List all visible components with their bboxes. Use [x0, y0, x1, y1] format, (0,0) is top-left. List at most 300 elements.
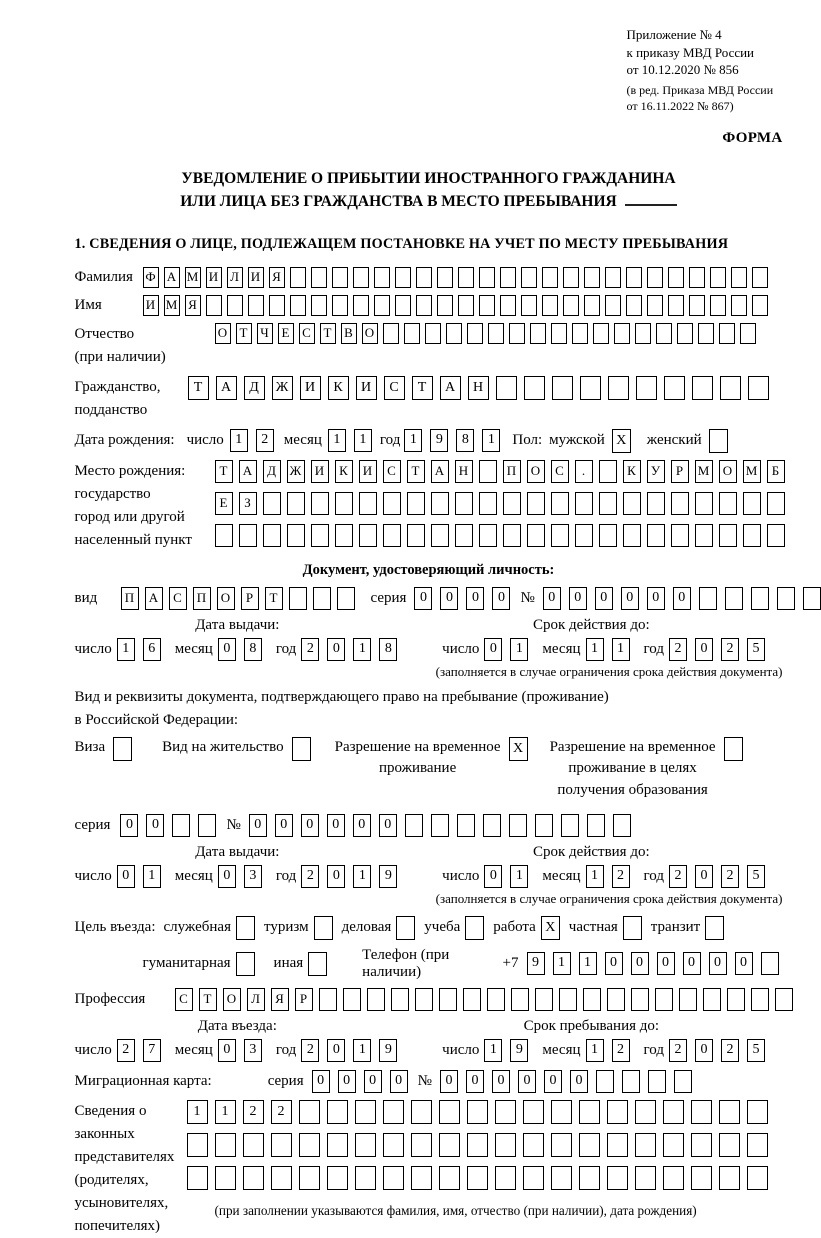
char-cell[interactable]: [383, 323, 399, 344]
char-cell[interactable]: [446, 323, 462, 344]
char-cell[interactable]: [631, 988, 649, 1011]
char-cell[interactable]: 0: [695, 638, 713, 661]
char-cell[interactable]: [647, 524, 665, 547]
char-cell[interactable]: И: [143, 295, 159, 316]
char-cell[interactable]: [353, 267, 369, 288]
char-cell[interactable]: [599, 492, 617, 515]
char-cell[interactable]: [521, 267, 537, 288]
char-cell[interactable]: 0: [390, 1070, 408, 1093]
char-cell[interactable]: [689, 295, 705, 316]
chastnaya-checkbox[interactable]: [623, 916, 642, 940]
char-cell[interactable]: [458, 295, 474, 316]
entry-month-boxes[interactable]: [218, 1039, 266, 1062]
char-cell[interactable]: И: [359, 460, 377, 483]
char-cell[interactable]: О: [215, 323, 231, 344]
char-cell[interactable]: 0: [275, 814, 293, 837]
char-cell[interactable]: Р: [671, 460, 689, 483]
char-cell[interactable]: [455, 524, 473, 547]
char-cell[interactable]: 0: [146, 814, 164, 837]
char-cell[interactable]: [767, 492, 785, 515]
char-cell[interactable]: [243, 1133, 264, 1157]
char-cell[interactable]: [743, 524, 761, 547]
char-cell[interactable]: О: [719, 460, 737, 483]
char-cell[interactable]: [227, 295, 243, 316]
char-cell[interactable]: Т: [320, 323, 336, 344]
char-cell[interactable]: [299, 1166, 320, 1190]
char-cell[interactable]: С: [384, 376, 405, 400]
char-cell[interactable]: 2: [721, 638, 739, 661]
char-cell[interactable]: И: [356, 376, 377, 400]
char-cell[interactable]: 0: [544, 1070, 562, 1093]
char-cell[interactable]: 1: [612, 638, 630, 661]
turizm-checkbox[interactable]: [314, 916, 333, 940]
residence-issue-year-boxes[interactable]: [301, 865, 401, 888]
char-cell[interactable]: [500, 295, 516, 316]
char-cell[interactable]: [243, 1166, 264, 1190]
char-cell[interactable]: [679, 988, 697, 1011]
char-cell[interactable]: [689, 267, 705, 288]
char-cell[interactable]: [215, 1133, 236, 1157]
char-cell[interactable]: [439, 1166, 460, 1190]
char-cell[interactable]: Т: [199, 988, 217, 1011]
char-cell[interactable]: 1: [510, 638, 528, 661]
valid-year-boxes[interactable]: [669, 638, 769, 661]
char-cell[interactable]: 9: [510, 1039, 528, 1062]
char-cell[interactable]: [542, 295, 558, 316]
char-cell[interactable]: [479, 524, 497, 547]
char-cell[interactable]: Т: [188, 376, 209, 400]
char-cell[interactable]: 0: [466, 1070, 484, 1093]
char-cell[interactable]: [579, 1133, 600, 1157]
char-cell[interactable]: [395, 267, 411, 288]
char-cell[interactable]: П: [503, 460, 521, 483]
char-cell[interactable]: [699, 587, 717, 610]
edu-residence-permit-checkbox[interactable]: [724, 737, 743, 761]
char-cell[interactable]: [719, 1133, 740, 1157]
char-cell[interactable]: [431, 492, 449, 515]
stay-month-boxes[interactable]: [586, 1039, 634, 1062]
char-cell[interactable]: [551, 1100, 572, 1124]
char-cell[interactable]: [335, 492, 353, 515]
char-cell[interactable]: [353, 295, 369, 316]
char-cell[interactable]: 0: [543, 587, 561, 610]
residence-issue-day-boxes[interactable]: [117, 865, 165, 888]
char-cell[interactable]: [593, 323, 609, 344]
char-cell[interactable]: [608, 376, 629, 400]
char-cell[interactable]: 1: [230, 429, 248, 452]
char-cell[interactable]: [523, 1100, 544, 1124]
char-cell[interactable]: Т: [265, 587, 283, 610]
surname-boxes[interactable]: [143, 267, 773, 288]
char-cell[interactable]: 1: [117, 638, 135, 661]
birth-month-boxes[interactable]: [328, 429, 376, 452]
char-cell[interactable]: Т: [407, 460, 425, 483]
char-cell[interactable]: М: [695, 460, 713, 483]
char-cell[interactable]: 6: [143, 638, 161, 661]
char-cell[interactable]: 1: [586, 1039, 604, 1062]
char-cell[interactable]: [671, 492, 689, 515]
char-cell[interactable]: [731, 267, 747, 288]
residence-valid-month-boxes[interactable]: [586, 865, 634, 888]
sluzhebnaya-checkbox[interactable]: [236, 916, 255, 940]
residence-permit-checkbox[interactable]: [292, 737, 311, 761]
char-cell[interactable]: 2: [669, 638, 687, 661]
char-cell[interactable]: Т: [412, 376, 433, 400]
sex-female-checkbox[interactable]: [709, 429, 728, 453]
char-cell[interactable]: [623, 524, 641, 547]
char-cell[interactable]: [607, 1166, 628, 1190]
char-cell[interactable]: [695, 524, 713, 547]
char-cell[interactable]: 0: [569, 587, 587, 610]
char-cell[interactable]: [551, 1133, 572, 1157]
char-cell[interactable]: 0: [364, 1070, 382, 1093]
char-cell[interactable]: 0: [117, 865, 135, 888]
char-cell[interactable]: [580, 376, 601, 400]
char-cell[interactable]: [407, 524, 425, 547]
char-cell[interactable]: [337, 587, 355, 610]
char-cell[interactable]: [636, 376, 657, 400]
char-cell[interactable]: [411, 1100, 432, 1124]
char-cell[interactable]: [367, 988, 385, 1011]
char-cell[interactable]: [674, 1070, 692, 1093]
char-cell[interactable]: [467, 1133, 488, 1157]
char-cell[interactable]: [495, 1133, 516, 1157]
char-cell[interactable]: Ж: [287, 460, 305, 483]
char-cell[interactable]: 2: [669, 1039, 687, 1062]
char-cell[interactable]: 0: [695, 1039, 713, 1062]
char-cell[interactable]: [215, 524, 233, 547]
char-cell[interactable]: [287, 492, 305, 515]
char-cell[interactable]: [530, 323, 546, 344]
char-cell[interactable]: А: [239, 460, 257, 483]
char-cell[interactable]: [542, 267, 558, 288]
char-cell[interactable]: [215, 1166, 236, 1190]
char-cell[interactable]: Д: [263, 460, 281, 483]
birth-year-boxes[interactable]: [404, 429, 504, 452]
char-cell[interactable]: 0: [709, 952, 727, 975]
char-cell[interactable]: П: [193, 587, 211, 610]
char-cell[interactable]: [359, 492, 377, 515]
char-cell[interactable]: [740, 323, 756, 344]
char-cell[interactable]: [509, 323, 525, 344]
char-cell[interactable]: 5: [747, 865, 765, 888]
char-cell[interactable]: [407, 492, 425, 515]
inaya-checkbox[interactable]: [308, 952, 327, 976]
char-cell[interactable]: 2: [612, 865, 630, 888]
issue-month-boxes[interactable]: [218, 638, 266, 661]
char-cell[interactable]: [527, 492, 545, 515]
char-cell[interactable]: [431, 524, 449, 547]
char-cell[interactable]: Я: [269, 267, 285, 288]
char-cell[interactable]: [355, 1133, 376, 1157]
birth-day-boxes[interactable]: [230, 429, 278, 452]
residence-number-boxes[interactable]: [249, 814, 635, 837]
char-cell[interactable]: [583, 988, 601, 1011]
char-cell[interactable]: 2: [301, 865, 319, 888]
residence-valid-year-boxes[interactable]: [669, 865, 769, 888]
char-cell[interactable]: [411, 1166, 432, 1190]
char-cell[interactable]: [335, 524, 353, 547]
char-cell[interactable]: [626, 295, 642, 316]
char-cell[interactable]: [311, 267, 327, 288]
char-cell[interactable]: 2: [256, 429, 274, 452]
char-cell[interactable]: 2: [243, 1100, 264, 1124]
char-cell[interactable]: 0: [621, 587, 639, 610]
char-cell[interactable]: [599, 524, 617, 547]
char-cell[interactable]: 2: [721, 865, 739, 888]
given-name-boxes[interactable]: [143, 295, 773, 316]
char-cell[interactable]: 9: [430, 429, 448, 452]
sex-male-checkbox[interactable]: X: [612, 429, 631, 453]
char-cell[interactable]: [383, 1133, 404, 1157]
char-cell[interactable]: [488, 323, 504, 344]
char-cell[interactable]: [263, 524, 281, 547]
char-cell[interactable]: 1: [353, 865, 371, 888]
char-cell[interactable]: [551, 1166, 572, 1190]
char-cell[interactable]: 0: [518, 1070, 536, 1093]
char-cell[interactable]: 8: [456, 429, 474, 452]
char-cell[interactable]: Р: [295, 988, 313, 1011]
char-cell[interactable]: 0: [492, 587, 510, 610]
issue-year-boxes[interactable]: [301, 638, 401, 661]
char-cell[interactable]: [677, 323, 693, 344]
char-cell[interactable]: 1: [586, 865, 604, 888]
char-cell[interactable]: [415, 988, 433, 1011]
char-cell[interactable]: [691, 1133, 712, 1157]
char-cell[interactable]: [383, 492, 401, 515]
char-cell[interactable]: 1: [354, 429, 372, 452]
char-cell[interactable]: [748, 376, 769, 400]
temp-residence-permit-checkbox[interactable]: X: [509, 737, 528, 761]
char-cell[interactable]: [439, 988, 457, 1011]
char-cell[interactable]: 0: [218, 865, 236, 888]
char-cell[interactable]: [319, 988, 337, 1011]
char-cell[interactable]: [496, 376, 517, 400]
char-cell[interactable]: [503, 524, 521, 547]
char-cell[interactable]: С: [383, 460, 401, 483]
char-cell[interactable]: [563, 295, 579, 316]
char-cell[interactable]: [467, 1166, 488, 1190]
char-cell[interactable]: [664, 376, 685, 400]
char-cell[interactable]: [668, 295, 684, 316]
char-cell[interactable]: [374, 295, 390, 316]
residence-series-boxes[interactable]: [120, 814, 220, 837]
char-cell[interactable]: [271, 1166, 292, 1190]
char-cell[interactable]: [521, 295, 537, 316]
char-cell[interactable]: [635, 323, 651, 344]
tranzit-checkbox[interactable]: [705, 916, 724, 940]
char-cell[interactable]: [311, 295, 327, 316]
char-cell[interactable]: 1: [353, 638, 371, 661]
char-cell[interactable]: 0: [327, 865, 345, 888]
char-cell[interactable]: О: [223, 988, 241, 1011]
char-cell[interactable]: А: [145, 587, 163, 610]
char-cell[interactable]: 0: [327, 814, 345, 837]
char-cell[interactable]: 9: [527, 952, 545, 975]
char-cell[interactable]: [561, 814, 579, 837]
char-cell[interactable]: [572, 323, 588, 344]
char-cell[interactable]: Ф: [143, 267, 159, 288]
char-cell[interactable]: 0: [414, 587, 432, 610]
char-cell[interactable]: [198, 814, 216, 837]
migration-number-boxes[interactable]: [440, 1070, 696, 1093]
char-cell[interactable]: [777, 587, 795, 610]
char-cell[interactable]: [187, 1166, 208, 1190]
char-cell[interactable]: [635, 1133, 656, 1157]
valid-month-boxes[interactable]: [586, 638, 634, 661]
birth-place-row3[interactable]: [215, 524, 791, 547]
char-cell[interactable]: [751, 587, 769, 610]
delovaya-checkbox[interactable]: [396, 916, 415, 940]
char-cell[interactable]: Н: [468, 376, 489, 400]
char-cell[interactable]: [663, 1133, 684, 1157]
char-cell[interactable]: 0: [440, 587, 458, 610]
char-cell[interactable]: [416, 267, 432, 288]
representatives-row1[interactable]: [187, 1100, 775, 1124]
char-cell[interactable]: [775, 988, 793, 1011]
visa-checkbox[interactable]: [113, 737, 132, 761]
char-cell[interactable]: 1: [353, 1039, 371, 1062]
char-cell[interactable]: 0: [466, 587, 484, 610]
birth-place-row1[interactable]: [215, 460, 791, 483]
char-cell[interactable]: [395, 295, 411, 316]
char-cell[interactable]: [691, 1166, 712, 1190]
char-cell[interactable]: 0: [120, 814, 138, 837]
char-cell[interactable]: [803, 587, 821, 610]
char-cell[interactable]: Я: [185, 295, 201, 316]
char-cell[interactable]: 1: [553, 952, 571, 975]
char-cell[interactable]: Я: [271, 988, 289, 1011]
char-cell[interactable]: К: [328, 376, 349, 400]
char-cell[interactable]: К: [335, 460, 353, 483]
char-cell[interactable]: [495, 1100, 516, 1124]
char-cell[interactable]: [635, 1166, 656, 1190]
char-cell[interactable]: И: [248, 267, 264, 288]
char-cell[interactable]: К: [623, 460, 641, 483]
char-cell[interactable]: [551, 492, 569, 515]
char-cell[interactable]: М: [185, 267, 201, 288]
char-cell[interactable]: [710, 295, 726, 316]
char-cell[interactable]: 0: [379, 814, 397, 837]
char-cell[interactable]: А: [440, 376, 461, 400]
char-cell[interactable]: [596, 1070, 614, 1093]
char-cell[interactable]: [607, 1100, 628, 1124]
char-cell[interactable]: [584, 295, 600, 316]
char-cell[interactable]: [607, 1133, 628, 1157]
char-cell[interactable]: [503, 492, 521, 515]
char-cell[interactable]: 0: [218, 638, 236, 661]
char-cell[interactable]: 9: [379, 1039, 397, 1062]
char-cell[interactable]: [359, 524, 377, 547]
char-cell[interactable]: [605, 295, 621, 316]
char-cell[interactable]: [622, 1070, 640, 1093]
char-cell[interactable]: 0: [735, 952, 753, 975]
char-cell[interactable]: [747, 1100, 768, 1124]
char-cell[interactable]: [239, 524, 257, 547]
char-cell[interactable]: 2: [612, 1039, 630, 1062]
residence-issue-month-boxes[interactable]: [218, 865, 266, 888]
char-cell[interactable]: [607, 988, 625, 1011]
residence-valid-day-boxes[interactable]: [484, 865, 532, 888]
char-cell[interactable]: 8: [244, 638, 262, 661]
entry-year-boxes[interactable]: [301, 1039, 401, 1062]
char-cell[interactable]: [332, 267, 348, 288]
char-cell[interactable]: П: [121, 587, 139, 610]
doc-series-boxes[interactable]: [414, 587, 514, 610]
char-cell[interactable]: [383, 524, 401, 547]
char-cell[interactable]: 0: [605, 952, 623, 975]
char-cell[interactable]: .: [575, 460, 593, 483]
representatives-row2[interactable]: [187, 1133, 775, 1157]
char-cell[interactable]: [668, 267, 684, 288]
char-cell[interactable]: З: [239, 492, 257, 515]
char-cell[interactable]: Л: [227, 267, 243, 288]
char-cell[interactable]: 0: [631, 952, 649, 975]
char-cell[interactable]: 0: [683, 952, 701, 975]
char-cell[interactable]: 2: [669, 865, 687, 888]
char-cell[interactable]: Д: [244, 376, 265, 400]
char-cell[interactable]: С: [299, 323, 315, 344]
char-cell[interactable]: [648, 1070, 666, 1093]
char-cell[interactable]: [761, 952, 779, 975]
char-cell[interactable]: Н: [455, 460, 473, 483]
char-cell[interactable]: [719, 1166, 740, 1190]
profession-boxes[interactable]: [175, 988, 799, 1011]
char-cell[interactable]: [467, 323, 483, 344]
char-cell[interactable]: [299, 1133, 320, 1157]
char-cell[interactable]: 0: [327, 1039, 345, 1062]
char-cell[interactable]: 0: [338, 1070, 356, 1093]
char-cell[interactable]: Т: [236, 323, 252, 344]
char-cell[interactable]: 1: [510, 865, 528, 888]
char-cell[interactable]: 1: [215, 1100, 236, 1124]
char-cell[interactable]: И: [311, 460, 329, 483]
char-cell[interactable]: [647, 295, 663, 316]
char-cell[interactable]: [752, 295, 768, 316]
char-cell[interactable]: 1: [586, 638, 604, 661]
char-cell[interactable]: 2: [721, 1039, 739, 1062]
char-cell[interactable]: [535, 988, 553, 1011]
char-cell[interactable]: [655, 988, 673, 1011]
char-cell[interactable]: [405, 814, 423, 837]
char-cell[interactable]: [263, 492, 281, 515]
char-cell[interactable]: [431, 814, 449, 837]
char-cell[interactable]: [719, 1100, 740, 1124]
char-cell[interactable]: [551, 524, 569, 547]
char-cell[interactable]: Л: [247, 988, 265, 1011]
char-cell[interactable]: [703, 988, 721, 1011]
char-cell[interactable]: [647, 267, 663, 288]
char-cell[interactable]: 0: [647, 587, 665, 610]
char-cell[interactable]: [290, 295, 306, 316]
char-cell[interactable]: [523, 1133, 544, 1157]
char-cell[interactable]: [404, 323, 420, 344]
char-cell[interactable]: [383, 1100, 404, 1124]
char-cell[interactable]: [411, 1133, 432, 1157]
char-cell[interactable]: [343, 988, 361, 1011]
char-cell[interactable]: И: [206, 267, 222, 288]
char-cell[interactable]: [463, 988, 481, 1011]
char-cell[interactable]: [467, 1100, 488, 1124]
stay-day-boxes[interactable]: [484, 1039, 532, 1062]
char-cell[interactable]: 5: [747, 1039, 765, 1062]
char-cell[interactable]: 0: [570, 1070, 588, 1093]
char-cell[interactable]: [663, 1100, 684, 1124]
char-cell[interactable]: 0: [657, 952, 675, 975]
char-cell[interactable]: [575, 492, 593, 515]
char-cell[interactable]: 0: [492, 1070, 510, 1093]
issue-day-boxes[interactable]: [117, 638, 165, 661]
